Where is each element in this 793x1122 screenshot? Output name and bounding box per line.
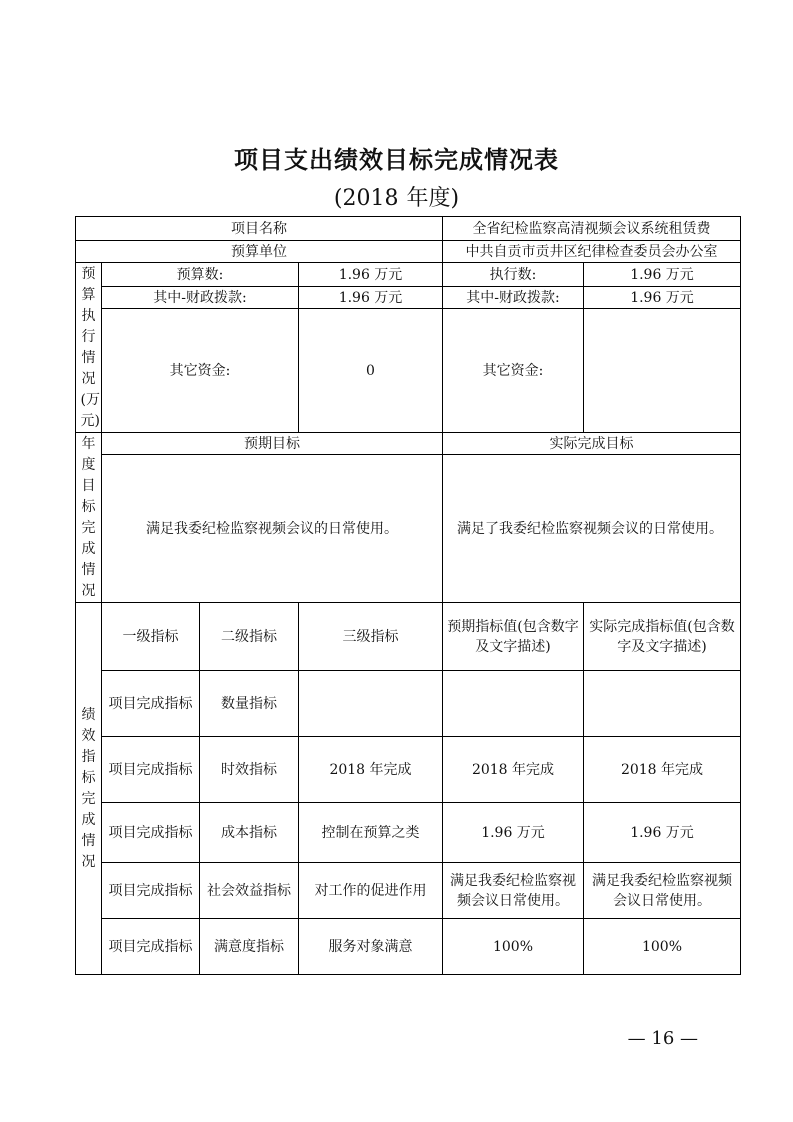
level1-cell: 项目完成指标 [102,863,200,919]
expected-cell: 满足我委纪检监察视频会议日常使用。 [443,863,584,919]
level3-cell: 对工作的促进作用 [299,863,443,919]
row-budget-unit [76,241,741,263]
level1-cell: 项目完成指标 [102,737,200,803]
other-funds-value-actual [584,309,741,433]
actual-cell: 2018 年完成 [584,737,741,803]
header-level3: 三级指标 [299,603,443,671]
fiscal-value-planned: 1.96 万元 [299,287,443,309]
level2-cell: 社会效益指标 [200,863,299,919]
level1-cell: 项目完成指标 [102,803,200,863]
year-subtitle [0,181,793,212]
header-actual-value: 实际完成指标值(包含数字及文字描述) [584,603,741,671]
budget-amount-value: 1.96 万元 [299,263,443,287]
level2-cell: 数量指标 [200,671,299,737]
fiscal-label-actual: 其中-财政拨款: [443,287,584,309]
year-value: (2018 [333,186,399,211]
annual-goal-label: 年度目标完成情况 [76,433,102,603]
table-row [76,803,741,863]
year-suffix: 年度) [406,186,460,211]
header-level1: 一级指标 [102,603,200,671]
header-expected-value: 预期指标值(包含数字及文字描述) [443,603,584,671]
fiscal-label-planned: 其中-财政拨款: [102,287,299,309]
table-row [76,671,741,737]
actual-cell: 1.96 万元 [584,803,741,863]
budget-unit-label: 预算单位 [76,241,443,263]
table-row [76,737,741,803]
performance-table [75,216,741,975]
row-project-name [76,217,741,241]
level1-cell: 项目完成指标 [102,919,200,975]
exec-amount-label: 执行数: [443,263,584,287]
actual-cell: 100% [584,919,741,975]
table-row [76,863,741,919]
level3-cell: 控制在预算之类 [299,803,443,863]
project-name-value: 全省纪检监察高清视频会议系统租赁费 [443,217,741,241]
table-row [76,919,741,975]
other-funds-label-actual: 其它资金: [443,309,584,433]
row-goal-content [76,455,741,603]
expected-cell [443,671,584,737]
budget-unit-value: 中共自贡市贡井区纪律检查委员会办公室 [443,241,741,263]
budget-section-label: 预算执行情况(万元) [76,263,102,433]
budget-amount-label: 预算数: [102,263,299,287]
other-funds-label-planned: 其它资金: [102,309,299,433]
project-name-label: 项目名称 [76,217,443,241]
page-number: — 16 — [627,1028,698,1049]
page-title: 项目支出绩效目标完成情况表 [234,145,559,174]
level1-cell: 项目完成指标 [102,671,200,737]
level2-cell: 时效指标 [200,737,299,803]
level3-cell: 服务对象满意 [299,919,443,975]
expected-goal-text: 满足我委纪检监察视频会议的日常使用。 [102,455,443,603]
row-other-funds [76,309,741,433]
actual-cell [584,671,741,737]
level2-cell: 成本指标 [200,803,299,863]
row-fiscal-allocation [76,287,741,309]
row-budget-amount [76,263,741,287]
expected-cell: 1.96 万元 [443,803,584,863]
header-level2: 二级指标 [200,603,299,671]
expected-goal-header: 预期目标 [102,433,443,455]
fiscal-value-actual: 1.96 万元 [584,287,741,309]
performance-section-label: 绩效指标完成情况 [76,603,102,975]
level2-cell: 满意度指标 [200,919,299,975]
row-goal-headers [76,433,741,455]
expected-cell: 100% [443,919,584,975]
actual-cell: 满足我委纪检监察视频会议日常使用。 [584,863,741,919]
exec-amount-value: 1.96 万元 [584,263,741,287]
level3-cell [299,671,443,737]
actual-goal-text: 满足了我委纪检监察视频会议的日常使用。 [443,455,741,603]
row-indicator-headers [76,603,741,671]
other-funds-value-planned: 0 [299,309,443,433]
level3-cell: 2018 年完成 [299,737,443,803]
expected-cell: 2018 年完成 [443,737,584,803]
actual-goal-header: 实际完成目标 [443,433,741,455]
